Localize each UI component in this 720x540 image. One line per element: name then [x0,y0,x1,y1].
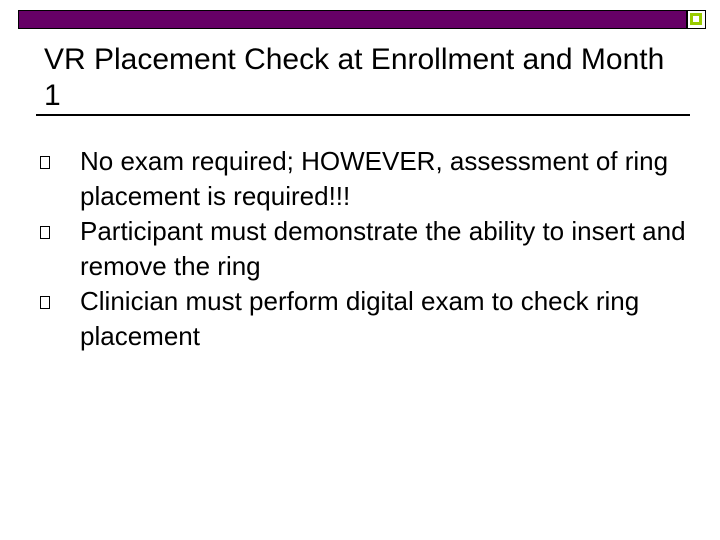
header-decorative-bar [18,10,687,29]
hollow-square-bullet-icon [40,226,50,239]
slide-title: VR Placement Check at Enrollment and Month 1 [44,43,665,112]
hollow-square-bullet-icon [40,296,50,309]
bullet-text: Participant must demonstrate the ability to insert and remove the ring [80,216,686,281]
header-corner-box [687,10,706,29]
bullet-item [40,284,690,354]
hollow-square-bullet-icon [40,156,50,169]
bullet-item [40,144,690,214]
header-corner-accent [690,13,702,25]
bullet-text: No exam required; HOWEVER, assessment of ring placement is required!!! [80,146,669,211]
bullet-item [40,214,690,284]
title-underline [36,114,690,116]
bullet-text: Clinician must perform digital exam to check ring placement [80,286,640,351]
bullet-list [40,144,690,354]
